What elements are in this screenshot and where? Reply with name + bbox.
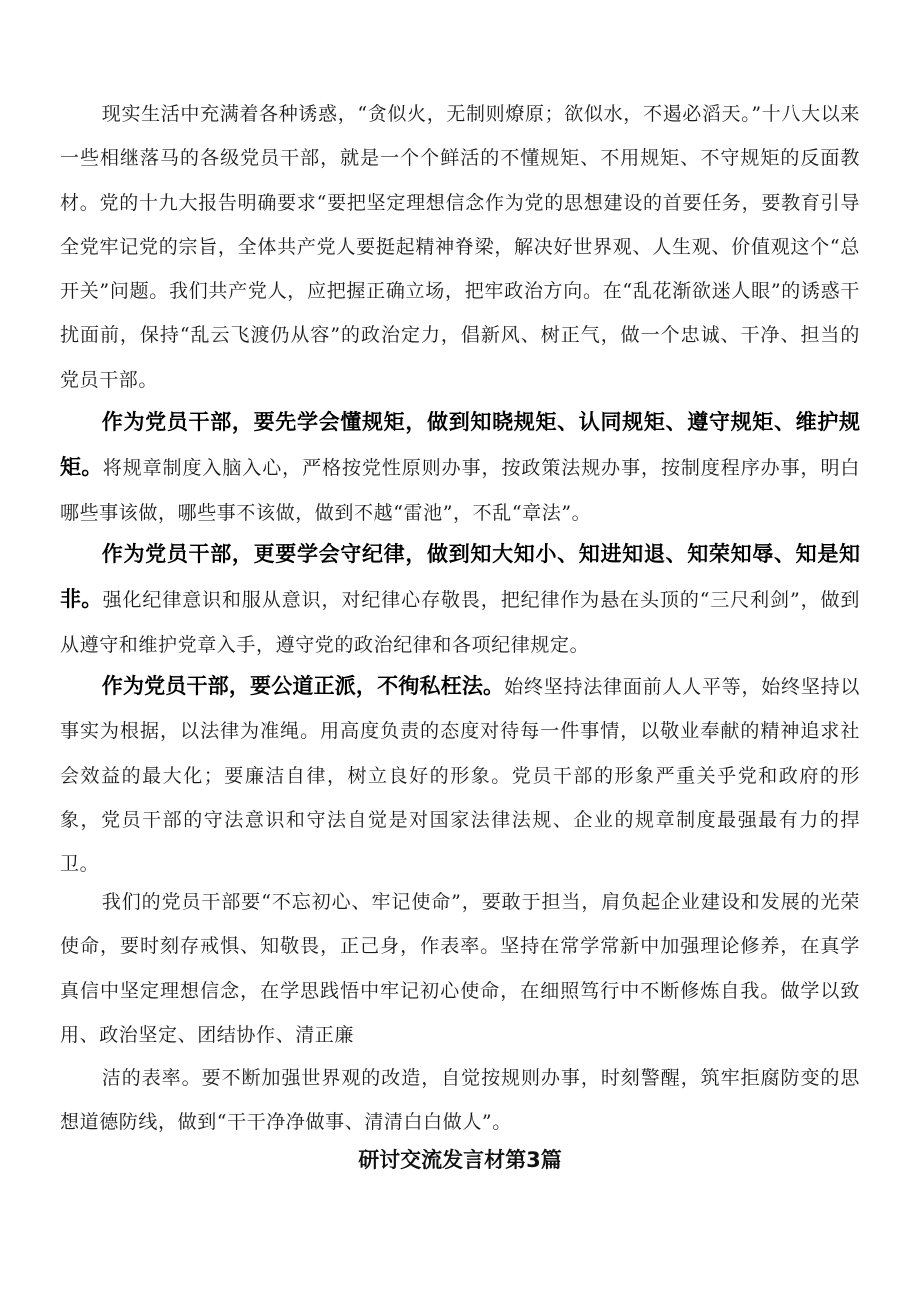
paragraph-text: 始终坚持法律面前人人平等，始终坚持以事实为根据，以法律为准绳。用高度负责的态度对待每一件事情，以敬业奉献的精神追求社会效益的最大化；要廉洁自律，树立良好的形象。党员干部的形象严重关乎党和政府的形象，党员干部的守法意识和守法自觉是对国家法律法规、企业的规章制度最强最有力的捍卫。 [60,676,860,876]
paragraph-integrity [60,664,860,886]
paragraph-lead: 作为党员干部，要先学会懂规矩，做到知晓规矩、认同规矩、遵守规矩、维护规矩。 [60,410,860,480]
paragraph-rules [60,400,860,535]
paragraph-text: 将规章制度入脑入心，严格按党性原则办事，按政策法规办事，按制度程序办事，明白哪些事该做，哪些事不该做，做到不越“雷池”，不乱“章法”。 [60,457,861,524]
paragraph-temptation [60,92,860,402]
paragraph-lead: 作为党员干部，要公道正派，不徇私枉法。 [101,674,505,698]
section-title: 研讨交流发言材第3篇 [358,1148,562,1172]
paragraph-mission [60,880,860,1057]
paragraph-discipline [60,532,860,667]
paragraph-lead: 作为党员干部，更要学会守纪律，做到知大知小、知进知退、知荣知辱、知是知非。 [60,542,860,612]
paragraph-text: 强化纪律意识和服从意识，对纪律心存敬畏，把纪律作为悬在头顶的“三尺利剑”，做到从遵守和维护党章入手，遵守党的政治纪律和各项纪律规定。 [60,589,860,656]
paragraph-text: 我们的党员干部要“不忘初心、牢记使命”，要敢于担当，肩负起企业建设和发展的光荣使命，要时刻存戒惧、知敬畏，正己身，作表率。坚持在常学常新中加强理论修养，在真学真信中坚定理想信念，在学思践悟中牢记初心使命，在细照笃行中不断修炼自我。做学以致用、政治坚定、团结协作、清正廉 [60,891,860,1046]
paragraph-example [60,1056,860,1145]
paragraph-text: 洁的表率。要不断加强世界观的改造，自觉按规则办事，时刻警醒，筑牢拒腐防变的思想道德防线，做到“干干净净做事、清清白白做人”。 [60,1067,860,1134]
paragraph-text: 现实生活中充满着各种诱惑，“贪似火，无制则燎原；欲似水，不遏必滔天。”十八大以来一些相继落马的各级党员干部，就是一个个鲜活的不懂规矩、不用规矩、不守规矩的反面教材。党的十九大报告明确要求“要把坚定理想信念作为党的思想建设的首要任务，要教育引导全党牢记党的宗旨，全体共产党人要挺起精神脊梁，解决好世界观、人生观、价值观这个“总开关”问题。我们共产党人，应把握正确立场，把牢政治方向。在“乱花渐欲迷人眼”的诱惑干扰面前，保持“乱云飞渡仍从容”的政治定力，倡新风、树正气，做一个忠诚、干净、担当的党员干部。 [60,103,860,391]
